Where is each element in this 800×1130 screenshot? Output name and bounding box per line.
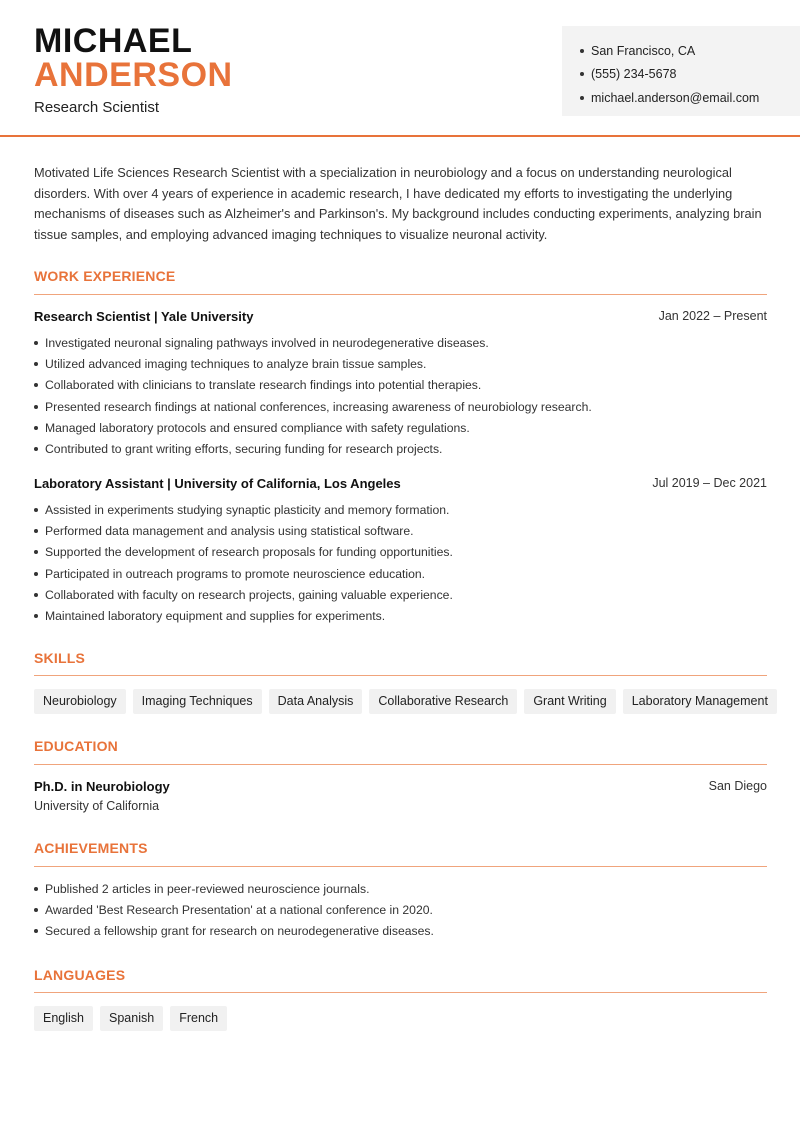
job-dates: Jul 2019 – Dec 2021 <box>652 476 767 490</box>
bullet-icon <box>34 383 38 387</box>
contact-phone-text: (555) 234-5678 <box>591 67 677 82</box>
contact-box <box>562 26 800 116</box>
education-location: San Diego <box>708 779 767 793</box>
contact-phone <box>580 63 800 87</box>
list-item-text: Presented research findings at national conferences, increasing awareness of neurobiology research. <box>45 399 592 414</box>
bullet-icon <box>34 929 38 933</box>
achievements-list <box>34 878 767 942</box>
language-tag: English <box>34 1006 93 1031</box>
list-item-text: Managed laboratory protocols and ensured compliance with safety regulations. <box>45 420 470 435</box>
education-header <box>34 779 767 794</box>
job-header <box>34 309 767 324</box>
job-title: Research Scientist <box>34 99 160 116</box>
contact-email-text: michael.anderson@email.com <box>591 90 760 105</box>
section-divider <box>34 764 767 765</box>
bullet-icon <box>34 550 38 554</box>
bullet-icon <box>580 72 584 76</box>
list-item <box>34 332 767 353</box>
section-title-achievements: ACHIEVEMENTS <box>34 840 148 856</box>
list-item <box>34 605 767 626</box>
job-role: Laboratory Assistant | University of California, Los Angeles <box>34 476 401 491</box>
list-item-text: Secured a fellowship grant for research on neurodegenerative diseases. <box>45 924 434 939</box>
bullet-icon <box>580 96 584 100</box>
skills-tags <box>34 689 777 714</box>
bullet-icon <box>34 341 38 345</box>
list-item-text: Utilized advanced imaging techniques to analyze brain tissue samples. <box>45 356 427 371</box>
list-item <box>34 438 767 459</box>
list-item-text: Awarded 'Best Research Presentation' at a national conference in 2020. <box>45 902 433 917</box>
skill-tag: Laboratory Management <box>623 689 777 714</box>
list-item <box>34 921 767 942</box>
skill-tag: Collaborative Research <box>369 689 517 714</box>
list-item <box>34 878 767 899</box>
bullet-icon <box>34 908 38 912</box>
bullet-icon <box>34 405 38 409</box>
section-divider <box>34 294 767 295</box>
list-item <box>34 584 767 605</box>
skill-tag: Imaging Techniques <box>133 689 262 714</box>
skill-tag: Grant Writing <box>524 689 615 714</box>
job-role: Research Scientist | Yale University <box>34 309 254 324</box>
list-item <box>34 899 767 920</box>
section-divider <box>34 675 767 676</box>
list-item-text: Collaborated with faculty on research projects, gaining valuable experience. <box>45 587 453 602</box>
skill-tag: Neurobiology <box>34 689 126 714</box>
list-item-text: Investigated neuronal signaling pathways involved in neurodegenerative diseases. <box>45 335 489 350</box>
section-title-languages: LANGUAGES <box>34 967 126 983</box>
bullet-icon <box>34 508 38 512</box>
list-item-text: Contributed to grant writing efforts, securing funding for research projects. <box>45 442 443 457</box>
list-item-text: Performed data management and analysis using statistical software. <box>45 523 414 538</box>
list-item <box>34 563 767 584</box>
list-item-text: Maintained laboratory equipment and supplies for experiments. <box>45 609 386 624</box>
bullet-icon <box>34 614 38 618</box>
job-bullets <box>34 332 767 460</box>
bullet-icon <box>34 572 38 576</box>
skill-tag: Data Analysis <box>269 689 363 714</box>
section-title-work: WORK EXPERIENCE <box>34 268 176 284</box>
job-dates: Jan 2022 – Present <box>658 309 767 323</box>
education-school: University of California <box>34 799 160 813</box>
summary-paragraph: Motivated Life Sciences Research Scientist with a specialization in neurobiology and a focus on understanding neurological disorders. With over 4 years of experience in academic research, I have dedicated my efforts to investigating the underlying mechanisms of diseases such as Alzheimer's and Parkinson's. My background includes conducting experiments, analyzing brain tissue samples, and employing advanced imaging techniques to visualize neuronal activity. <box>34 165 762 243</box>
bullet-icon <box>34 887 38 891</box>
languages-tags <box>34 1006 227 1031</box>
section-divider <box>34 992 767 993</box>
contact-email <box>580 86 800 110</box>
language-tag: French <box>170 1006 227 1031</box>
list-item <box>34 396 767 417</box>
first-name: MICHAEL <box>34 22 193 60</box>
list-item-text: Collaborated with clinicians to translate research findings into potential therapies. <box>45 378 482 393</box>
section-title-education: EDUCATION <box>34 738 118 754</box>
job-header <box>34 476 767 491</box>
list-item-text: Supported the development of research proposals for funding opportunities. <box>45 545 453 560</box>
list-item <box>34 499 767 520</box>
contact-location <box>580 39 800 63</box>
list-item <box>34 417 767 438</box>
bullet-icon <box>34 426 38 430</box>
section-title-skills: SKILLS <box>34 650 85 666</box>
bullet-icon <box>34 593 38 597</box>
bullet-icon <box>34 447 38 451</box>
last-name: ANDERSON <box>34 56 233 94</box>
bullet-icon <box>34 362 38 366</box>
section-divider <box>34 866 767 867</box>
list-item <box>34 375 767 396</box>
list-item-text: Published 2 articles in peer-reviewed neuroscience journals. <box>45 881 370 896</box>
bullet-icon <box>34 529 38 533</box>
list-item-text: Participated in outreach programs to promote neuroscience education. <box>45 566 426 581</box>
job-bullets <box>34 499 767 627</box>
language-tag: Spanish <box>100 1006 163 1031</box>
contact-location-text: San Francisco, CA <box>591 43 696 58</box>
education-degree: Ph.D. in Neurobiology <box>34 779 170 794</box>
list-item <box>34 542 767 563</box>
bullet-icon <box>580 49 584 53</box>
list-item-text: Assisted in experiments studying synaptic plasticity and memory formation. <box>45 502 450 517</box>
list-item <box>34 520 767 541</box>
resume-header <box>0 0 800 137</box>
list-item <box>34 353 767 374</box>
